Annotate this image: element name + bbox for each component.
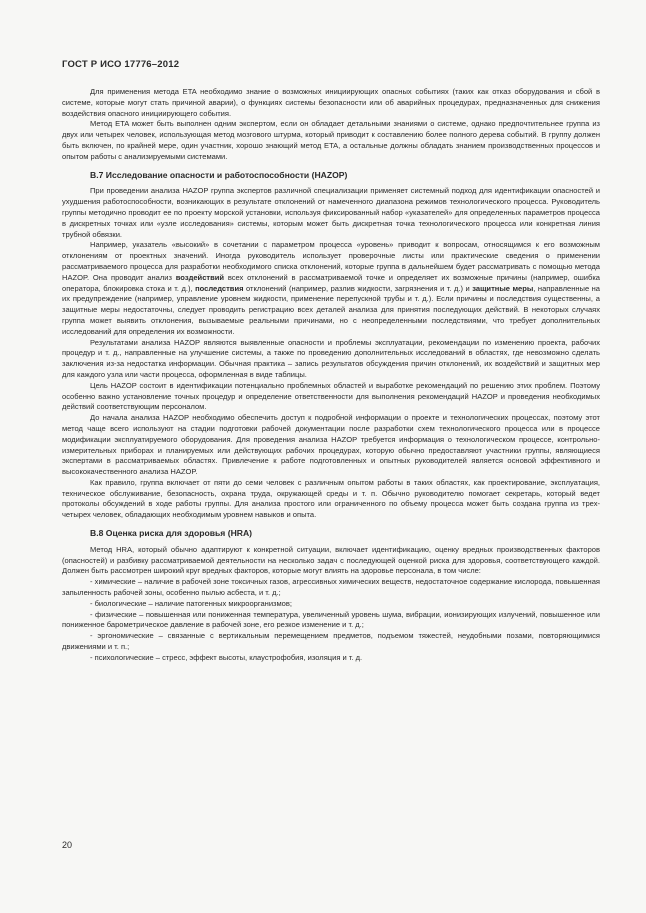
paragraph: Цель HAZOP состоит в идентификации потенциально проблемных областей и выработке рекомендаций по решению этих проблем. Поэтому особенно важно установление точных процедур и определение ответственности для выполнения рекомендаций HAZOP и проведения необходимых действий соответствующим персоналом. bbox=[62, 380, 600, 412]
bold-term: защитные меры bbox=[472, 283, 534, 293]
text-run: Например, указатель «высокий» в сочетании с параметром процесса «уровень» приводит к вопросам, относящимся к его возможным отклонениям от проектных значений. Иногда руководитель использует проверочные листы или практические сведения о применении рассматриваемого процесса для разработки необходимого списка отклонений, которые группа в дальнейшем будет рассматривать с помощью метода HAZOP. Она проводит анализ bbox=[62, 240, 600, 282]
page-header: ГОСТ Р ИСО 17776–2012 bbox=[62, 59, 180, 70]
paragraph: Для применения метода ETA необходимо знание о возможных инициирующих опасных событиях (таких как отказ оборудования и сбой в системе, которые могут стать причиной аварии), о функциях системы безопасности или об аварийных процедурах, предназначенных для снижения воздействия опасного инициирующего события. bbox=[62, 87, 600, 118]
paragraph: До начала анализа HAZOP необходимо обеспечить доступ к подробной информации о проекте и технологических процессах, поэтому этот метод чаще всего используют на стадии подготовки рабочей документации после разработки схем технологического процесса или в процессе модификации эксплуатируемого оборудования. Для проведения анализа HAZOP требуется информация о технологическом процессе, контрольно-измерительных приборах и планируемых или действующих рабочих процедурах, которую обычно предоставляют участники группы, являющиеся экспертами в рассматриваемых областях. Привлечение к работе подготовленных и опытных руководителей является основой эффективного и высококачественного анализа HAZOP. bbox=[62, 413, 600, 477]
page-body bbox=[62, 87, 600, 664]
text-run: всех отклонений в рассматриваемой точке и определяет их возможные причины (например, ошибка оператора, блокировка стока и т. д.), bbox=[62, 272, 600, 293]
bold-term: воздействий bbox=[175, 272, 225, 282]
list-item: - физические – повышенная или пониженная температура, увеличенный уровень шума, вибрации, ионизирующих излучений, повышенное или пониженное барометрическое давление в рабочей зоне, его резкое изменение и т. д.; bbox=[62, 609, 600, 630]
list-item: - психологические – стресс, эффект высоты, клаустрофобия, изоляция и т. д. bbox=[90, 652, 363, 662]
list-item: - химические – наличие в рабочей зоне токсичных газов, агрессивных химических веществ, недостаточное содержание кислорода, повышенная запыленность рабочей зоны, особенно пылью асбеста, и т. д.; bbox=[62, 577, 600, 598]
section-heading-b8: В.8 Оценка риска для здоровья (HRA) bbox=[90, 528, 253, 539]
paragraph: При проведении анализа HAZOP группа экспертов различной специализации применяет системный подход для идентификации опасностей и ухудшения работоспособности, возникающих в результате отклонений от намеченного диапазона режимов технологического процесса. Руководитель группы методично проводит ее по проекту морской установки, используя фиксированный набор «указателей» для определенных параметров процесса в дискретных точках или «узле исследования» системы, которым может быть дискретная точка технологического процесса или конкретная линия трубной обвязки. bbox=[62, 186, 600, 239]
text-run: отклонений (например, разлив жидкости, загрязнения и т. д.) и bbox=[243, 283, 473, 293]
paragraph: Метод HRA, который обычно адаптируют к конкретной ситуации, включает идентификацию, оценку вредных производственных факторов (опасностей) и разбивку рассматриваемой деятельности на несколько задач с последующей оценкой риска для здоровья, соответствующего каждой. Должен быть рассмотрен широкий круг вредных факторов, которые могут влиять на здоровье персонала, в том числе: bbox=[62, 544, 600, 576]
paragraph bbox=[62, 240, 600, 337]
paragraph: Результатами анализа HAZOP являются выявленные опасности и проблемы эксплуатации, рекомендации по изменению проекта, рабочих процедур и т. д., направленные на улучшение системы, а также по проведению дополнительных исследований в областях, где невозможно сделать заключения из-за недостатка информации. Обычная практика – запись результатов обсуждения причин отклонений, их воздействий и защитных мер для каждого узла или части процесса, оформленная в виде таблицы. bbox=[62, 337, 600, 379]
list-item: - эргономические – связанные с вертикальным перемещением предметов, подъемом тяжестей, неудобными позами, повторяющимися движениями и т. п.; bbox=[62, 631, 600, 652]
paragraph: Метод ETA может быть выполнен одним экспертом, если он обладает детальными знаниями о системе, однако предпочтительнее группа из двух или четырех человек, использующая метод мозгового штурма, который приводит к составлению более полного дерева событий. В группу должен быть включен, по крайней мере, один участник, хорошо знающий метод ETA, а остальные должны обладать знанием производственных процессов и опытом работы с анализируемыми системами. bbox=[62, 119, 600, 161]
section-heading-b7: В.7 Исследование опасности и работоспособности (HAZOP) bbox=[90, 169, 348, 180]
paragraph: Как правило, группа включает от пяти до семи человек с различным опытом работы в таких областях, как проектирование, эксплуатация, техническое обслуживание, безопасность, охрана труда, окружающей среды и т. п. Обычно руководителю помогает секретарь, который ведет протоколы обсуждений в ходе работы группы. Для анализа простого или ограниченного по объему процесса может быть создана группа из трех-четырех человек, обладающих необходимым уровнем навыков и опыта. bbox=[62, 477, 600, 520]
bold-term: последствия bbox=[195, 283, 244, 293]
page-number: 20 bbox=[62, 840, 73, 850]
list-item: - биологические – наличие патогенных микроорганизмов; bbox=[90, 598, 292, 608]
text-run: , направленные на их предупреждение (например, управление уровнем жидкости, применение перепускной трубы и т. д.). Если причины и последствия существенны, а защитные меры недостаточны, следует проводить регистрацию всех деталей анализа для принятия последующих действий. В некоторых случаях группа может выявить отклонения, вызываемые реальными причинами, но с неопределенными последствиями, что требует дополнительных исследований для определения их возможности. bbox=[62, 283, 601, 336]
